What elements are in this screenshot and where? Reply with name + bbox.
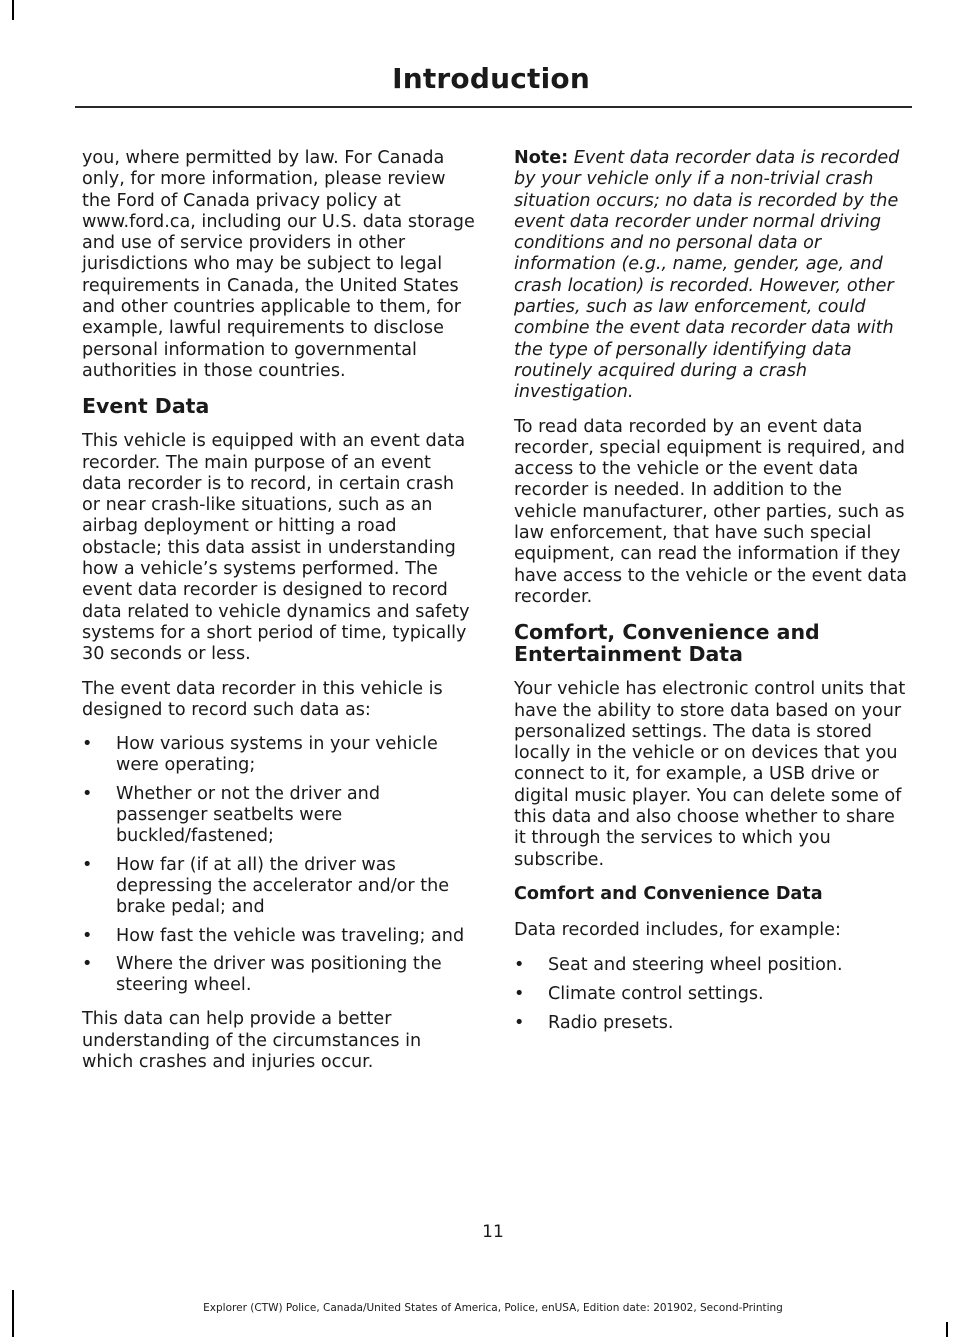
note-text: Event data recorder data is recorded by your vehicle only if a non-trivial crash situation occurs; no data is recorded by the event data recorder under normal driving conditions and no personal data or information (e.g., name, gender, age, and crash location) is recorded. However, other parties, such as law enforcement, could combine the event data recorder data with the type of personally identifying data routinely acquired during a crash investigation. [514,148,900,403]
paragraph-reading-data: To read data recorded by an event data recorder, special equipment is required, and access to the vehicle or the event data recorder is needed. In addition to the vehicle manufacturer, other parties, such as law enforcement, that have such special equipment, can read the information if they have access to the vehicle or the event data recorder. [514,416,907,607]
bullet-icon: • [82,783,93,804]
paragraph-understanding: This data can help provide a better understanding of the circumstances in which crashes and injuries occur. [82,1009,422,1072]
header-rule [75,106,912,108]
paragraph-data-recorded: Data recorded includes, for example: [514,920,841,941]
subheading-comfort-convenience-data: Comfort and Convenience Data [514,883,823,904]
heading-comfort-convenience: Comfort, Convenience and Entertainment Data [514,620,820,667]
list-item: • Climate control settings. [514,983,764,1004]
comfort-data-list [514,955,907,1035]
list-item: • Radio presets. [514,1013,674,1034]
bullet-icon: • [82,734,93,755]
footer-edition-info: Explorer (CTW) Police, Canada/United States of America, Police, enUSA, Edition date: 201902, Second-Printing [203,1302,783,1314]
bullet-icon: • [82,854,93,875]
paragraph-event-data-recorder: This vehicle is equipped with an event data recorder. The main purpose of an event data recorder is to record, in certain crash or near crash-like situations, such as an airbag deployment or hitting a road obstacle; this data assist in understanding how a vehicle’s systems performed. The event data recorder is designed to record data related to vehicle dynamics and safety systems for a short period of time, typically 30 seconds or less. [82,431,470,665]
bullet-icon: • [514,983,525,1004]
right-column [514,148,907,1047]
crop-mark-top-left [12,0,14,20]
bullet-icon: • [82,925,93,946]
list-item: • How various systems in your vehicle were operating; [82,734,438,776]
list-item: • Where the driver was positioning the steering wheel. [82,953,442,996]
heading-event-data: Event Data [82,394,210,419]
page-header-title: Introduction [392,62,590,95]
bullet-icon: • [514,954,525,975]
list-item: • Whether or not the driver and passenger seatbelts were buckled/fastened; [82,783,380,847]
page-number: 11 [482,1222,504,1242]
paragraph-control-units: Your vehicle has electronic control units that have the ability to store data based on your personalized settings. The data is stored locally in the vehicle or on devices that you connect to it, for example, a USB drive or digital music player. You can delete some of this data and also choose whether to share it through the services to which you subscribe. [514,679,906,870]
list-item: • Seat and steering wheel position. [514,954,843,975]
bullet-icon: • [82,953,93,974]
list-item: • How fast the vehicle was traveling; and [82,925,465,946]
note-paragraph [514,148,907,404]
list-item: • How far (if at all) the driver was depressing the accelerator and/or the brake pedal; and [82,854,450,918]
bullet-icon: • [514,1013,525,1034]
paragraph-privacy: you, where permitted by law. For Canada only, for more information, please review the Ford of Canada privacy policy at www.ford.ca, including our U.S. data storage and use of service providers in other jurisdictions who may be subject to legal requirements in Canada, the United States and other countries applicable to them, for example, lawful requirements to disclose personal information to governmental authorities in those countries. [82,148,475,381]
crop-mark-bottom-right [946,1322,948,1337]
left-column [82,148,475,1086]
note-label: Note: [514,148,569,168]
paragraph-recorded-data-intro: The event data recorder in this vehicle is designed to record such data as: [82,678,443,720]
recorded-data-list [82,734,475,996]
